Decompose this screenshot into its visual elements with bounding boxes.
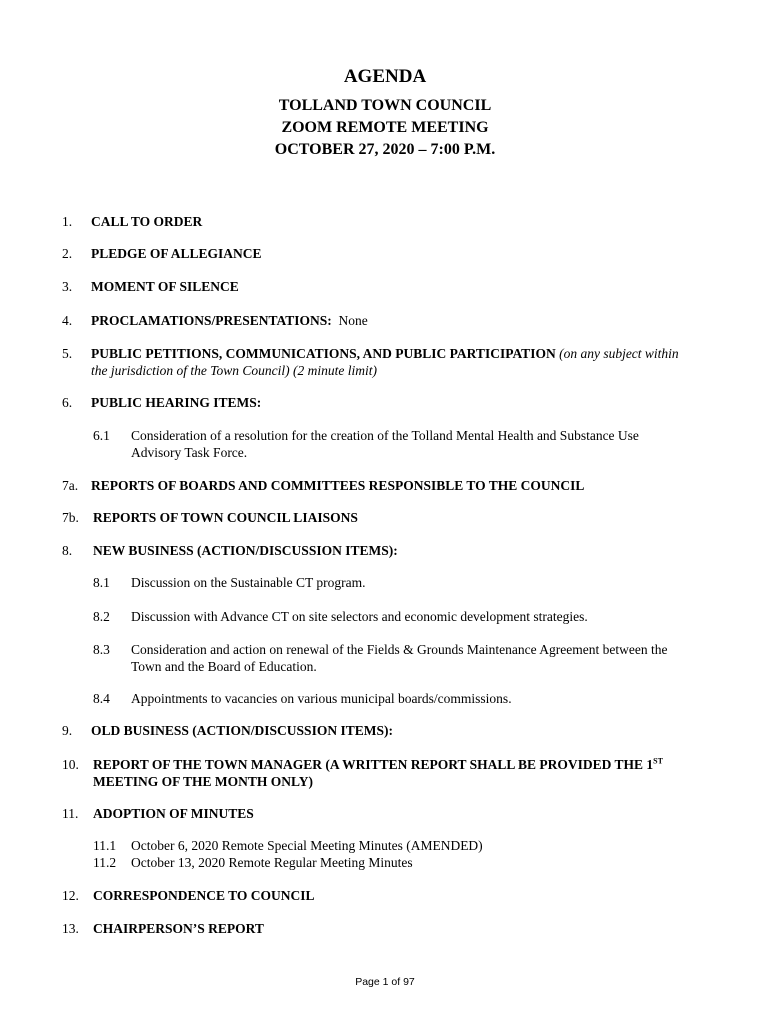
item-number: 5.	[62, 346, 73, 361]
subitem-text-continued: Advisory Task Force.	[131, 445, 248, 460]
subitem-text: October 13, 2020 Remote Regular Meeting Minutes	[131, 855, 413, 870]
item-title: CHAIRPERSON’S REPORT	[93, 921, 264, 936]
item-number: 4.	[62, 313, 73, 328]
item-title: PUBLIC HEARING ITEMS:	[91, 395, 262, 410]
item-number: 10.	[62, 757, 79, 772]
subitem-number: 11.1	[93, 838, 117, 853]
item-number: 12.	[62, 888, 79, 903]
subitem-number: 8.4	[93, 691, 110, 706]
subitem-text-continued: Town and the Board of Education.	[131, 659, 317, 674]
subitem-number: 6.1	[93, 428, 110, 443]
meeting-type: ZOOM REMOTE MEETING	[281, 119, 489, 136]
item-title: ADOPTION OF MINUTES	[93, 806, 254, 821]
item-title-continued: MEETING OF THE MONTH ONLY)	[93, 774, 314, 789]
subitem-text: Appointments to vacancies on various municipal boards/commissions.	[131, 691, 512, 706]
agenda-title: AGENDA	[343, 66, 427, 87]
item-number: 13.	[62, 921, 79, 936]
subitem-text: Discussion on the Sustainable CT program.	[131, 575, 366, 590]
page-number: Page 1 of 97	[355, 976, 415, 988]
subitem-text: Consideration and action on renewal of the Fields & Grounds Maintenance Agreement between the	[131, 642, 668, 657]
item-title: PLEDGE OF ALLEGIANCE	[91, 246, 262, 261]
item-number: 7b.	[62, 510, 79, 525]
item-title: PROCLAMATIONS/PRESENTATIONS:	[91, 313, 332, 328]
item-number: 11.	[62, 806, 79, 821]
subitem-number: 11.2	[93, 855, 117, 870]
item-title: MOMENT OF SILENCE	[91, 279, 239, 294]
subitem-text: October 6, 2020 Remote Special Meeting Minutes (AMENDED)	[131, 838, 483, 853]
item-number: 7a.	[62, 478, 79, 493]
item-number: 8.	[62, 543, 73, 558]
item-number: 3.	[62, 279, 73, 294]
item-title: REPORTS OF BOARDS AND COMMITTEES RESPONSIBLE TO THE COUNCIL	[91, 478, 585, 493]
item-title: NEW BUSINESS (ACTION/DISCUSSION ITEMS):	[93, 543, 398, 558]
subitem-number: 8.1	[93, 575, 110, 590]
item-note: None	[338, 313, 368, 328]
item-title: PUBLIC PETITIONS, COMMUNICATIONS, AND PUBLIC PARTICIPATION	[91, 346, 556, 361]
meeting-date: OCTOBER 27, 2020 – 7:00 P.M.	[274, 141, 496, 158]
item-title-superscript: ST	[653, 756, 663, 766]
item-number: 1.	[62, 214, 73, 229]
council-name: TOLLAND TOWN COUNCIL	[278, 97, 492, 114]
item-note: (on any subject within	[559, 346, 679, 361]
item-note-continued: the jurisdiction of the Town Council) (2 minute limit)	[91, 363, 377, 378]
item-title: OLD BUSINESS (ACTION/DISCUSSION ITEMS):	[91, 723, 393, 738]
item-number: 2.	[62, 246, 73, 261]
subitem-number: 8.3	[93, 642, 110, 657]
item-number: 6.	[62, 395, 73, 410]
subitem-text: Consideration of a resolution for the creation of the Tolland Mental Health and Substance Use	[131, 428, 639, 443]
item-number: 9.	[62, 723, 73, 738]
subitem-number: 8.2	[93, 609, 110, 624]
item-title: CALL TO ORDER	[91, 214, 203, 229]
item-title: REPORTS OF TOWN COUNCIL LIAISONS	[93, 510, 358, 525]
item-title: REPORT OF THE TOWN MANAGER (A WRITTEN REPORT SHALL BE PROVIDED THE 1	[93, 757, 654, 772]
subitem-text: Discussion with Advance CT on site selectors and economic development strategies.	[131, 609, 588, 624]
item-title: CORRESPONDENCE TO COUNCIL	[93, 888, 315, 903]
